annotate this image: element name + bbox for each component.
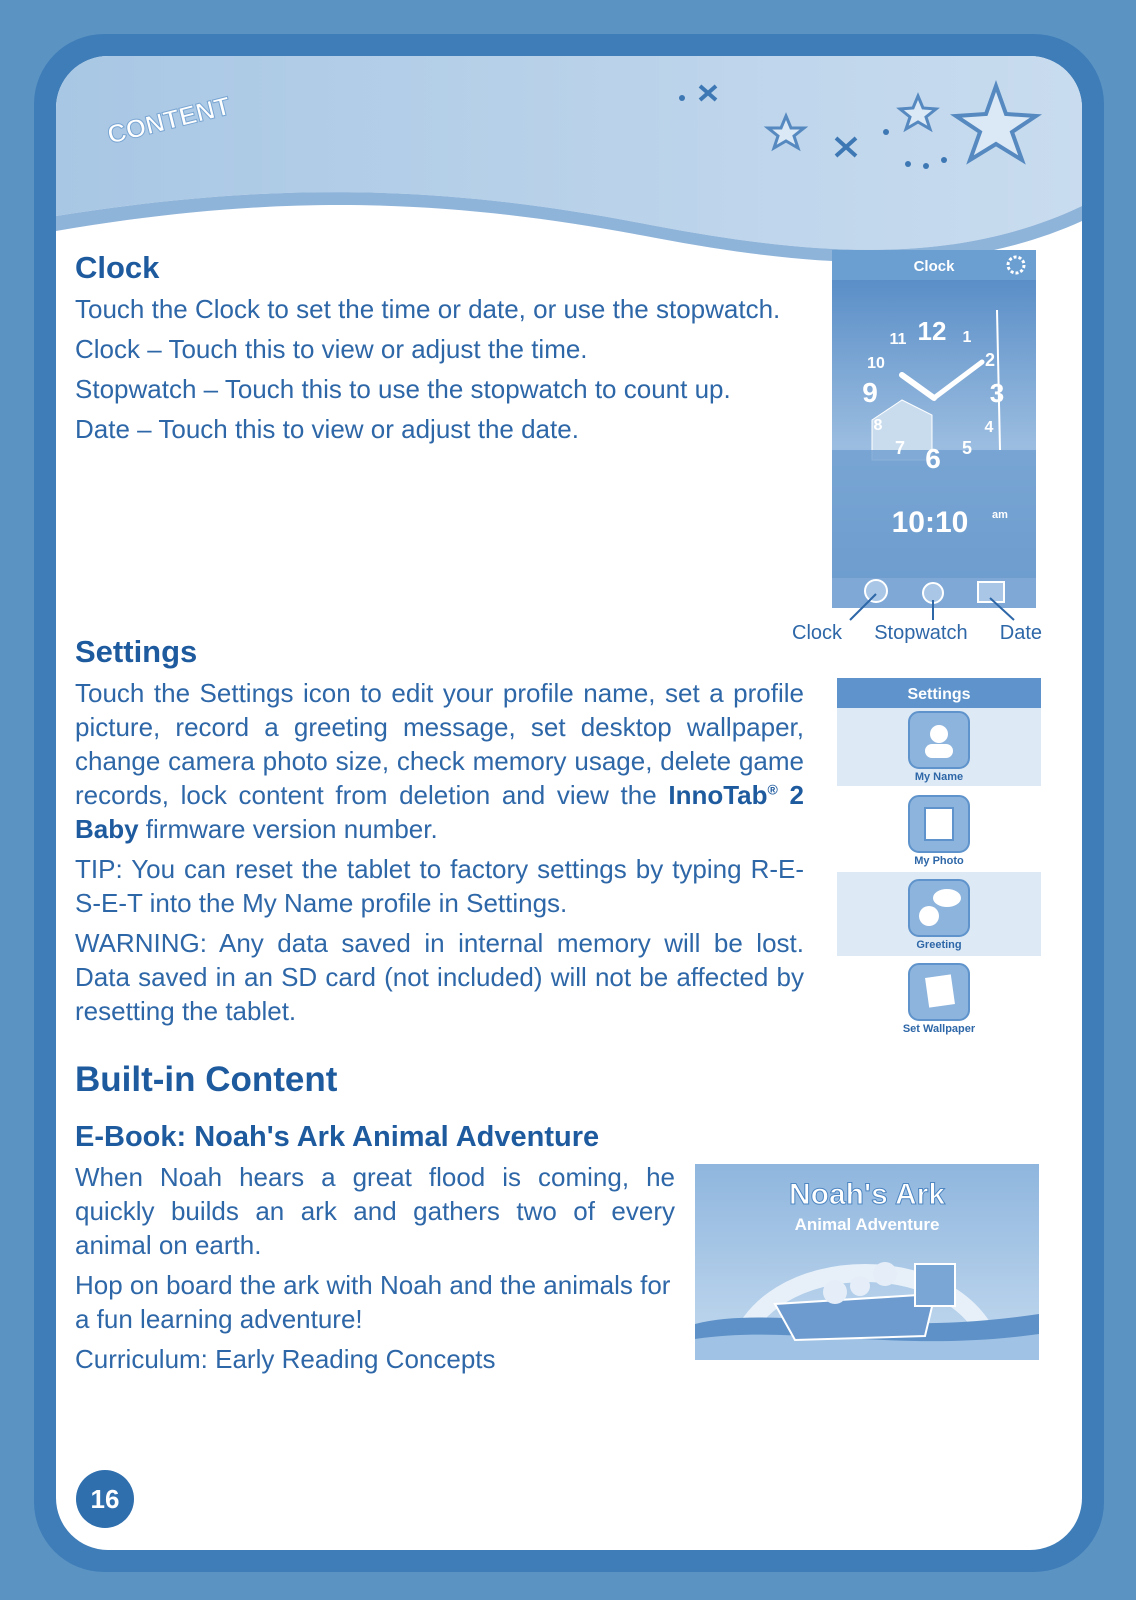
settings-screen-title: Settings — [907, 686, 971, 703]
clock-paragraph: Date – Touch this to view or adjust the date. — [75, 414, 579, 444]
dial-number: 7 — [894, 438, 906, 458]
clock-paragraph: Clock – Touch this to view or adjust the time. — [75, 334, 588, 364]
dial-number: 1 — [962, 329, 972, 346]
header-label: CONTENT — [104, 90, 234, 150]
builtin-section — [75, 1058, 675, 1376]
dial-number: 6 — [925, 443, 941, 474]
settings-section — [75, 632, 804, 1028]
dial-number: 9 — [862, 377, 878, 408]
cover-subtitle: Animal Adventure — [794, 1215, 940, 1234]
dial-number: 12 — [917, 316, 947, 346]
clock-section — [75, 248, 820, 446]
cover-title: Noah's Ark — [788, 1178, 946, 1211]
digital-ampm: am — [992, 509, 1008, 521]
clock-heading: Clock — [75, 250, 160, 285]
dial-number: 11 — [889, 331, 907, 348]
ebook-cover — [695, 1164, 1039, 1360]
digital-time: 10:10 — [891, 506, 969, 539]
warning-paragraph: WARNING: Any data saved in internal memory will be lost. Data saved in an SD card (not included) will not be affected by resetting the tablet. — [75, 928, 804, 1026]
greeting-icon[interactable] — [909, 880, 969, 936]
dial-number: 4 — [984, 419, 994, 436]
callout-date: Date — [999, 622, 1042, 644]
dial-number: 2 — [984, 350, 996, 370]
callout-clock: Clock — [792, 622, 843, 644]
clock-paragraph: Stopwatch – Touch this to use the stopwatch to count up. — [75, 374, 731, 404]
ebook-paragraph: When Noah hears a great flood is coming, he quickly builds an ark and gathers two of every animal on earth. — [75, 1162, 675, 1260]
clock-screenshot — [832, 250, 1036, 608]
ebook-paragraph: Hop on board the ark with Noah and the animals for a fun learning adventure! — [75, 1270, 671, 1334]
settings-heading: Settings — [75, 634, 198, 669]
curriculum-paragraph: Curriculum: Early Reading Concepts — [75, 1344, 496, 1374]
settings-item-label: My Photo — [914, 855, 964, 867]
dial-number: 10 — [867, 355, 885, 372]
page — [56, 56, 1082, 1550]
settings-paragraph: Touch the Settings icon to edit your profile name, set a profile picture, record a greeting message, set desktop wallpaper, change camera photo size, check memory usage, delete game records, lock content from deletion and view the InnoTab® 2 Baby firmware version number. — [75, 678, 804, 844]
dial-number: 3 — [989, 378, 1005, 408]
callout-stopwatch: Stopwatch — [874, 622, 968, 644]
brand-name: InnoTab — [668, 780, 768, 810]
clock-paragraph: Touch the Clock to set the time or date, or use the stopwatch. — [75, 294, 781, 324]
settings-item-label: Set Wallpaper — [902, 1023, 976, 1035]
clock-callouts — [792, 620, 1042, 646]
dial-number: 5 — [961, 438, 973, 458]
settings-item-label: Greeting — [916, 939, 962, 951]
dial-number: 8 — [873, 417, 883, 434]
settings-screenshot — [837, 678, 1041, 1038]
page-number-badge: 16 — [76, 1470, 134, 1528]
tip-paragraph: TIP: You can reset the tablet to factory settings by typing R-E-S-E-T into the My Name profile in Settings. — [75, 854, 804, 918]
ebook-heading: E-Book: Noah's Ark Animal Adventure — [75, 1121, 600, 1153]
builtin-heading: Built-in Content — [75, 1060, 338, 1099]
clock-screen-title: Clock — [913, 258, 955, 275]
settings-item-label: My Name — [914, 771, 964, 783]
